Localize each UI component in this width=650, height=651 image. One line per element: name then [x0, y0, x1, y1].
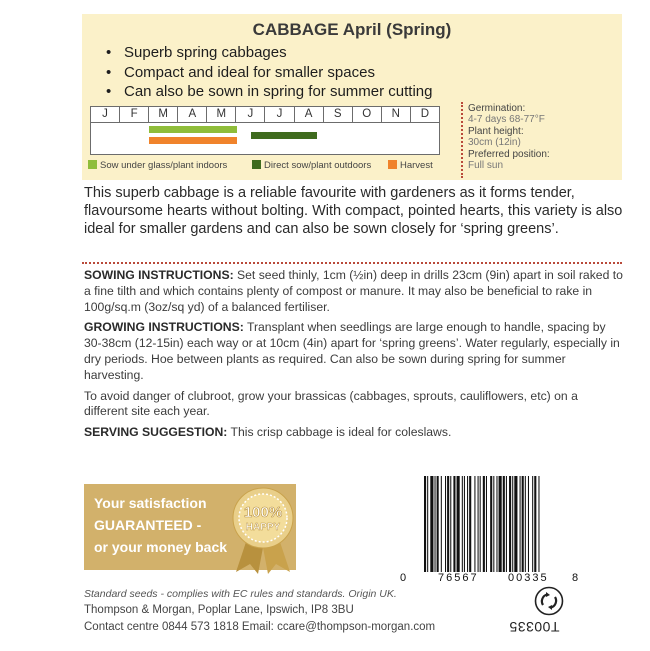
barcode-bar — [506, 476, 507, 572]
calendar-month: M — [207, 107, 236, 122]
barcode-bar — [528, 476, 529, 572]
packet-header — [82, 14, 622, 100]
barcode-bar — [457, 476, 460, 572]
barcode-bar — [474, 476, 475, 572]
barcode-bar — [453, 476, 455, 572]
germination-value: 4-7 days 68-77°F — [468, 114, 545, 125]
sowing-heading: SOWING INSTRUCTIONS: — [84, 268, 234, 282]
barcode-bar — [447, 476, 449, 572]
calendar-month: J — [236, 107, 265, 122]
barcode-bar — [480, 476, 481, 572]
barcode-bar — [522, 476, 524, 572]
calendar-month: A — [178, 107, 207, 122]
legend-swatch-harvest — [388, 160, 397, 169]
growing-facts — [468, 103, 618, 172]
calendar-month: J — [91, 107, 120, 122]
barcode-bar — [493, 476, 494, 572]
feature-item: • Superb spring cabbages — [106, 43, 432, 63]
legend-sow-indoors — [88, 160, 227, 171]
barcode-bar — [435, 476, 436, 572]
height-value: 30cm (12in) — [468, 137, 521, 148]
barcode-bar — [445, 476, 446, 572]
calendar-month: D — [420, 108, 430, 120]
height-label: Plant height: — [468, 126, 524, 137]
feature-item: • Can also be sown in spring for summer cutting — [106, 82, 432, 102]
contact-info: Contact centre 0844 573 1818 Email: ccare@thompson-morgan.com — [84, 621, 436, 633]
barcode-bar — [514, 476, 517, 572]
barcode-bar — [499, 476, 502, 572]
calendar-month: J — [265, 107, 294, 122]
barcode-bar — [430, 476, 433, 572]
legend-label: Direct sow/plant outdoors — [264, 160, 372, 171]
barcode-bar — [437, 476, 439, 572]
barcode-bar — [424, 476, 426, 572]
calendar-month: O — [353, 107, 382, 122]
legend-label: Harvest — [400, 160, 433, 171]
barcode-bar — [538, 476, 539, 572]
barcode-bar — [490, 476, 492, 572]
barcode-bar — [532, 476, 533, 572]
barcode-bar — [503, 476, 505, 572]
barcode-bar — [467, 476, 468, 572]
barcode-digits — [400, 572, 590, 586]
germination-label: Germination: — [468, 103, 526, 114]
growing-text: Transplant when seedlings are large enough to handle, spacing by 30-38cm (12-15in) each way or at 10cm (4in) apart for ‘spring greens’. Water regularly, especially in dry periods. Hoe between plants as required. Can also be sown during spring for summer harvesting. — [84, 320, 620, 382]
calendar-grid — [90, 123, 440, 155]
divider-dotted — [461, 102, 463, 178]
legend-swatch-sow-indoors — [88, 160, 97, 169]
instructions — [84, 268, 624, 446]
legend-sow-outdoors — [252, 160, 371, 171]
legend-swatch-sow-outdoors — [252, 160, 261, 169]
guarantee-line: Your satisfaction — [94, 495, 207, 511]
position-value: Full sun — [468, 160, 504, 171]
serving-suggestion — [84, 425, 624, 441]
barcode-bar — [534, 476, 536, 572]
barcode-bar — [469, 476, 471, 572]
barcode-bar — [462, 476, 463, 572]
barcode-bar — [478, 476, 479, 572]
happy-rosette-icon — [228, 484, 298, 574]
guarantee-line: or your money back — [94, 539, 228, 555]
sowing-text: Set seed thinly, 1cm (½in) deep in drills 23cm (9in) apart in soil raked to a fine tilth and which contains plenty of compost or manure. It may also be beneficial to rake in 100g/sq.m (3oz/sq yd) of a balanced fertiliser. — [84, 268, 623, 314]
barcode-bar — [520, 476, 521, 572]
serving-heading: SERVING SUGGESTION: — [84, 425, 228, 440]
divider-dotted — [82, 262, 622, 264]
feature-item: • Compact and ideal for smaller spaces — [106, 63, 432, 83]
calendar-bar-sow-outdoors — [251, 132, 317, 139]
guarantee-text — [94, 492, 227, 558]
product-code: T00335 — [509, 619, 560, 635]
legend-label: Sow under glass/plant indoors — [100, 160, 228, 171]
calendar-bar-sow-indoors — [149, 126, 237, 133]
barcode-digit-first: 0 — [400, 572, 407, 584]
feature-list — [106, 43, 432, 102]
badge-percent: 100% — [243, 504, 283, 521]
barcode-bar — [464, 476, 465, 572]
guarantee-line: GUARANTEED - — [94, 517, 202, 533]
barcode-digits-right: 00335 — [508, 572, 549, 584]
calendar-month: A — [295, 107, 324, 122]
product-title: CABBAGE April (Spring) — [252, 20, 452, 39]
barcode-bar — [450, 476, 451, 572]
position-label: Preferred position: — [468, 149, 550, 160]
calendar-bar-harvest — [149, 137, 237, 144]
barcode-bar — [483, 476, 485, 572]
barcode-digits-left: 76567 — [438, 572, 479, 584]
badge-happy: HAPPY — [245, 522, 281, 533]
barcode-bar — [496, 476, 497, 572]
barcode-digit-last: 8 — [572, 572, 579, 584]
serving-text: This crisp cabbage is ideal for coleslaws. — [227, 425, 452, 440]
clubroot-note: To avoid danger of clubroot, grow your brassicas (cabbages, sprouts, cauliflowers, etc) on a different site each year. — [84, 388, 578, 419]
sowing-calendar — [90, 106, 440, 156]
recycle-icon — [534, 586, 564, 616]
calendar-months — [90, 106, 440, 123]
growing-heading: GROWING INSTRUCTIONS: — [84, 320, 244, 335]
barcode-icon — [420, 476, 580, 572]
standards-note: Standard seeds - complies with EC rules and standards. Origin UK. — [84, 588, 397, 600]
calendar-month: M — [149, 107, 178, 122]
calendar-month: N — [382, 107, 411, 122]
legend-harvest — [388, 160, 433, 171]
company-address: Thompson & Morgan, Poplar Lane, Ipswich, IP8 3BU — [84, 604, 354, 616]
calendar-legend — [88, 160, 438, 174]
calendar-month: F — [120, 107, 149, 122]
barcode-bar — [525, 476, 526, 572]
barcode-bar — [509, 476, 511, 572]
barcode-bar — [441, 476, 442, 572]
product-description: This superb cabbage is a reliable favourite with gardeners as it forms tender, flavoursome hearts without bolting. With compact, pointed hearts, this variety is also ideal for smaller gardens and can also be sown closely for ‘spring greens’. — [84, 185, 623, 238]
barcode-bar — [427, 476, 428, 572]
barcode-bar — [486, 476, 487, 572]
calendar-month: S — [324, 107, 353, 122]
sowing-instructions — [84, 268, 624, 315]
growing-instructions — [84, 320, 624, 383]
barcode-bar — [512, 476, 513, 572]
